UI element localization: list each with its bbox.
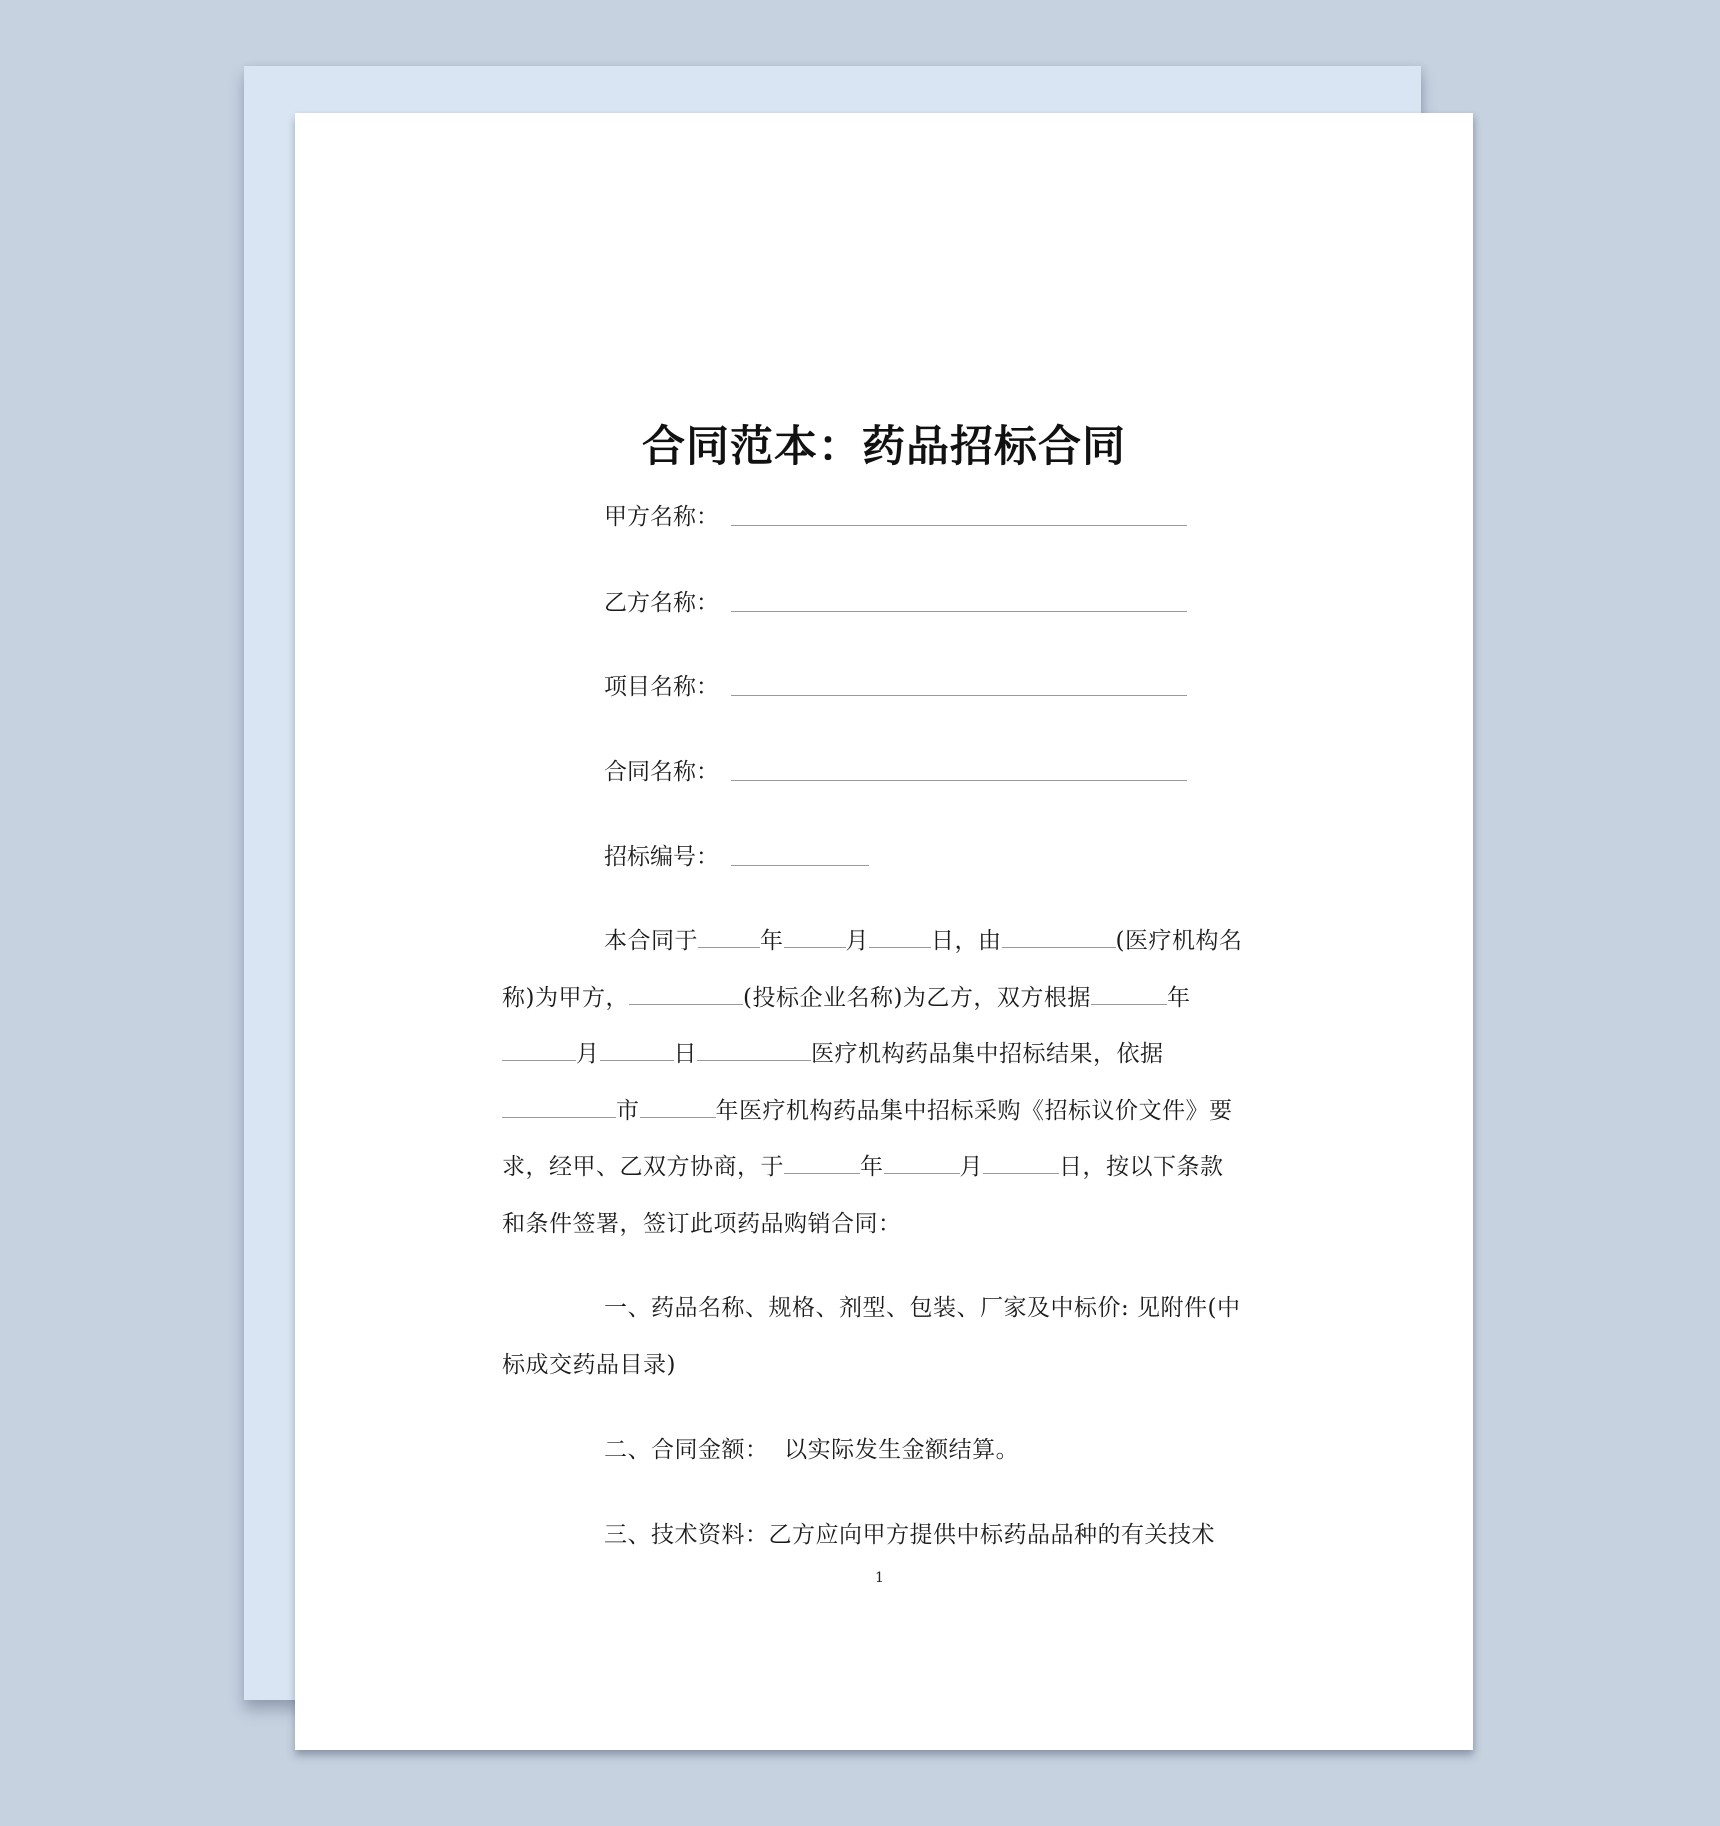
text: 年 xyxy=(860,1154,884,1180)
institution-blank[interactable] xyxy=(697,1038,811,1061)
field-label: 招标编号： xyxy=(604,844,719,870)
field-project-name xyxy=(604,670,1187,704)
text: 市 xyxy=(616,1098,640,1124)
year-blank[interactable] xyxy=(1091,982,1167,1005)
year-blank[interactable] xyxy=(698,925,760,948)
field-label: 乙方名称： xyxy=(604,590,719,616)
text: 月 xyxy=(845,928,869,954)
text: (投标企业名称)为乙方，双方根据 xyxy=(742,985,1091,1011)
day-blank[interactable] xyxy=(869,925,931,948)
clause-1-line-2: 标成交药品目录) xyxy=(502,1352,676,1378)
text: 日 xyxy=(673,1041,697,1067)
preamble-line-3 xyxy=(502,1037,1262,1071)
project-name-blank[interactable] xyxy=(731,695,1187,696)
document-page xyxy=(295,113,1473,1750)
party-a-blank[interactable] xyxy=(731,525,1187,526)
preamble-line-4 xyxy=(502,1094,1262,1128)
text: 求，经甲、乙双方协商，于 xyxy=(502,1154,784,1180)
clause-2-line-1: 二、合同金额： 以实际发生金额结算。 xyxy=(604,1437,1020,1463)
text: 日，按以下条款 xyxy=(1059,1154,1224,1180)
year-blank[interactable] xyxy=(640,1095,716,1118)
field-party-b xyxy=(604,586,1187,620)
institution-blank[interactable] xyxy=(1002,925,1116,948)
text: 月 xyxy=(576,1041,600,1067)
month-blank[interactable] xyxy=(784,925,846,948)
text: 年医疗机构药品集中招标采购《招标议价文件》要 xyxy=(715,1098,1233,1124)
field-label: 合同名称： xyxy=(604,759,719,785)
field-label: 甲方名称： xyxy=(604,504,719,530)
field-tender-number xyxy=(604,840,869,874)
day-blank[interactable] xyxy=(600,1038,674,1061)
text: 年 xyxy=(760,928,784,954)
bidder-blank[interactable] xyxy=(629,982,743,1005)
field-party-a xyxy=(604,500,1187,534)
text: 医疗机构药品集中招标结果，依据 xyxy=(811,1041,1164,1067)
day-blank[interactable] xyxy=(983,1151,1059,1174)
preamble-line-5 xyxy=(502,1150,1262,1184)
clause-3-line-1: 三、技术资料：乙方应向甲方提供中标药品品种的有关技术 xyxy=(604,1522,1215,1548)
city-blank[interactable] xyxy=(502,1095,616,1118)
text: 称)为甲方， xyxy=(502,985,629,1011)
field-label: 项目名称： xyxy=(604,674,719,700)
party-b-blank[interactable] xyxy=(731,611,1187,612)
text: (医疗机构名 xyxy=(1115,928,1243,954)
tender-number-blank[interactable] xyxy=(731,865,869,866)
text: 本合同于 xyxy=(604,928,698,954)
page-number: 1 xyxy=(875,1570,884,1586)
contract-name-blank[interactable] xyxy=(731,780,1187,781)
document-title: 合同范本：药品招标合同 xyxy=(642,422,1126,472)
text: 月 xyxy=(959,1154,983,1180)
month-blank[interactable] xyxy=(884,1151,960,1174)
text: 年 xyxy=(1166,985,1191,1011)
text: 日，由 xyxy=(931,928,1002,954)
preamble-line-2 xyxy=(502,981,1262,1015)
year-blank[interactable] xyxy=(784,1151,860,1174)
preamble-line-1 xyxy=(502,924,1262,958)
clause-1-line-1: 一、药品名称、规格、剂型、包装、厂家及中标价: 见附件(中 xyxy=(604,1295,1241,1321)
month-blank[interactable] xyxy=(502,1038,576,1061)
preamble-line-6: 和条件签署，签订此项药品购销合同： xyxy=(502,1211,902,1237)
field-contract-name xyxy=(604,755,1187,789)
